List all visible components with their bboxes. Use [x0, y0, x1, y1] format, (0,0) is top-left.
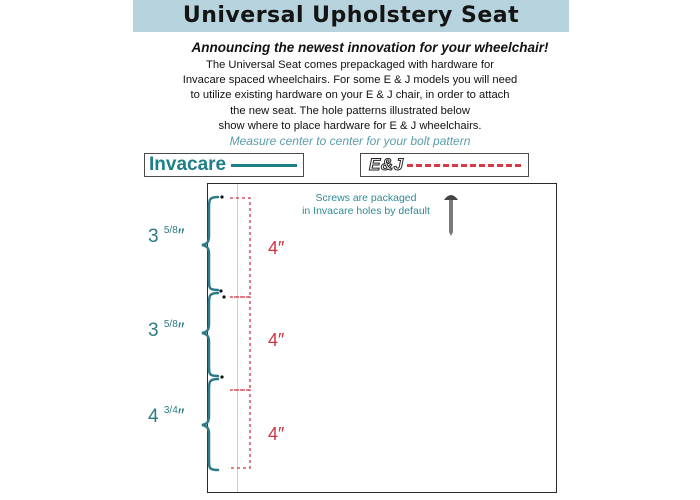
ej-bracket-2 — [230, 297, 250, 390]
legend-ej-label: E&J — [369, 155, 404, 174]
screw-note-line: Screws are packaged — [315, 192, 417, 204]
intro-line: The Universal Seat comes prepackaged with hardware for — [206, 59, 494, 71]
invacare-brace-3 — [202, 379, 218, 470]
invacare-brace-1 — [202, 197, 218, 290]
screw-icon — [444, 195, 458, 236]
intro-line: to utilize existing hardware on your E & J chair, in order to attach — [190, 89, 510, 102]
invacare-hole — [220, 375, 223, 378]
invacare-spacing-2: 3 $^{5/8}$″ — [148, 318, 185, 341]
intro-line: Invacare spaced wheelchairs. For some E & J models you will need — [182, 74, 518, 87]
announcement-headline: Announcing the newest innovation for your wheelchair! — [191, 40, 549, 55]
measure-note: Measure center to center for your bolt pattern — [229, 134, 471, 148]
page-title: Universal Upholstery Seat — [182, 3, 520, 28]
ej-spacing-1: 4″ — [268, 238, 285, 258]
intro-line: the new seat. The hole patterns illustrated below — [230, 104, 470, 117]
screw-note-line: in Invacare holes by default — [302, 205, 430, 217]
legend-invacare-label: Invacare — [149, 154, 227, 175]
intro-line: show where to place hardware for E & J wheelchairs. — [218, 119, 482, 132]
invacare-spacing-1: 3 $^{5/8}$″ — [148, 224, 185, 247]
ej-spacing-3: 4″ — [268, 424, 285, 444]
ej-bracket-1 — [230, 198, 250, 297]
invacare-spacing-3: 4 $^{3/4}$″ — [148, 404, 185, 427]
invacare-brace-2 — [202, 293, 218, 376]
ej-hole — [222, 295, 225, 298]
invacare-hole — [220, 195, 223, 198]
ej-bracket-3 — [230, 390, 250, 468]
ej-spacing-2: 4″ — [268, 330, 285, 350]
invacare-hole — [219, 289, 222, 292]
